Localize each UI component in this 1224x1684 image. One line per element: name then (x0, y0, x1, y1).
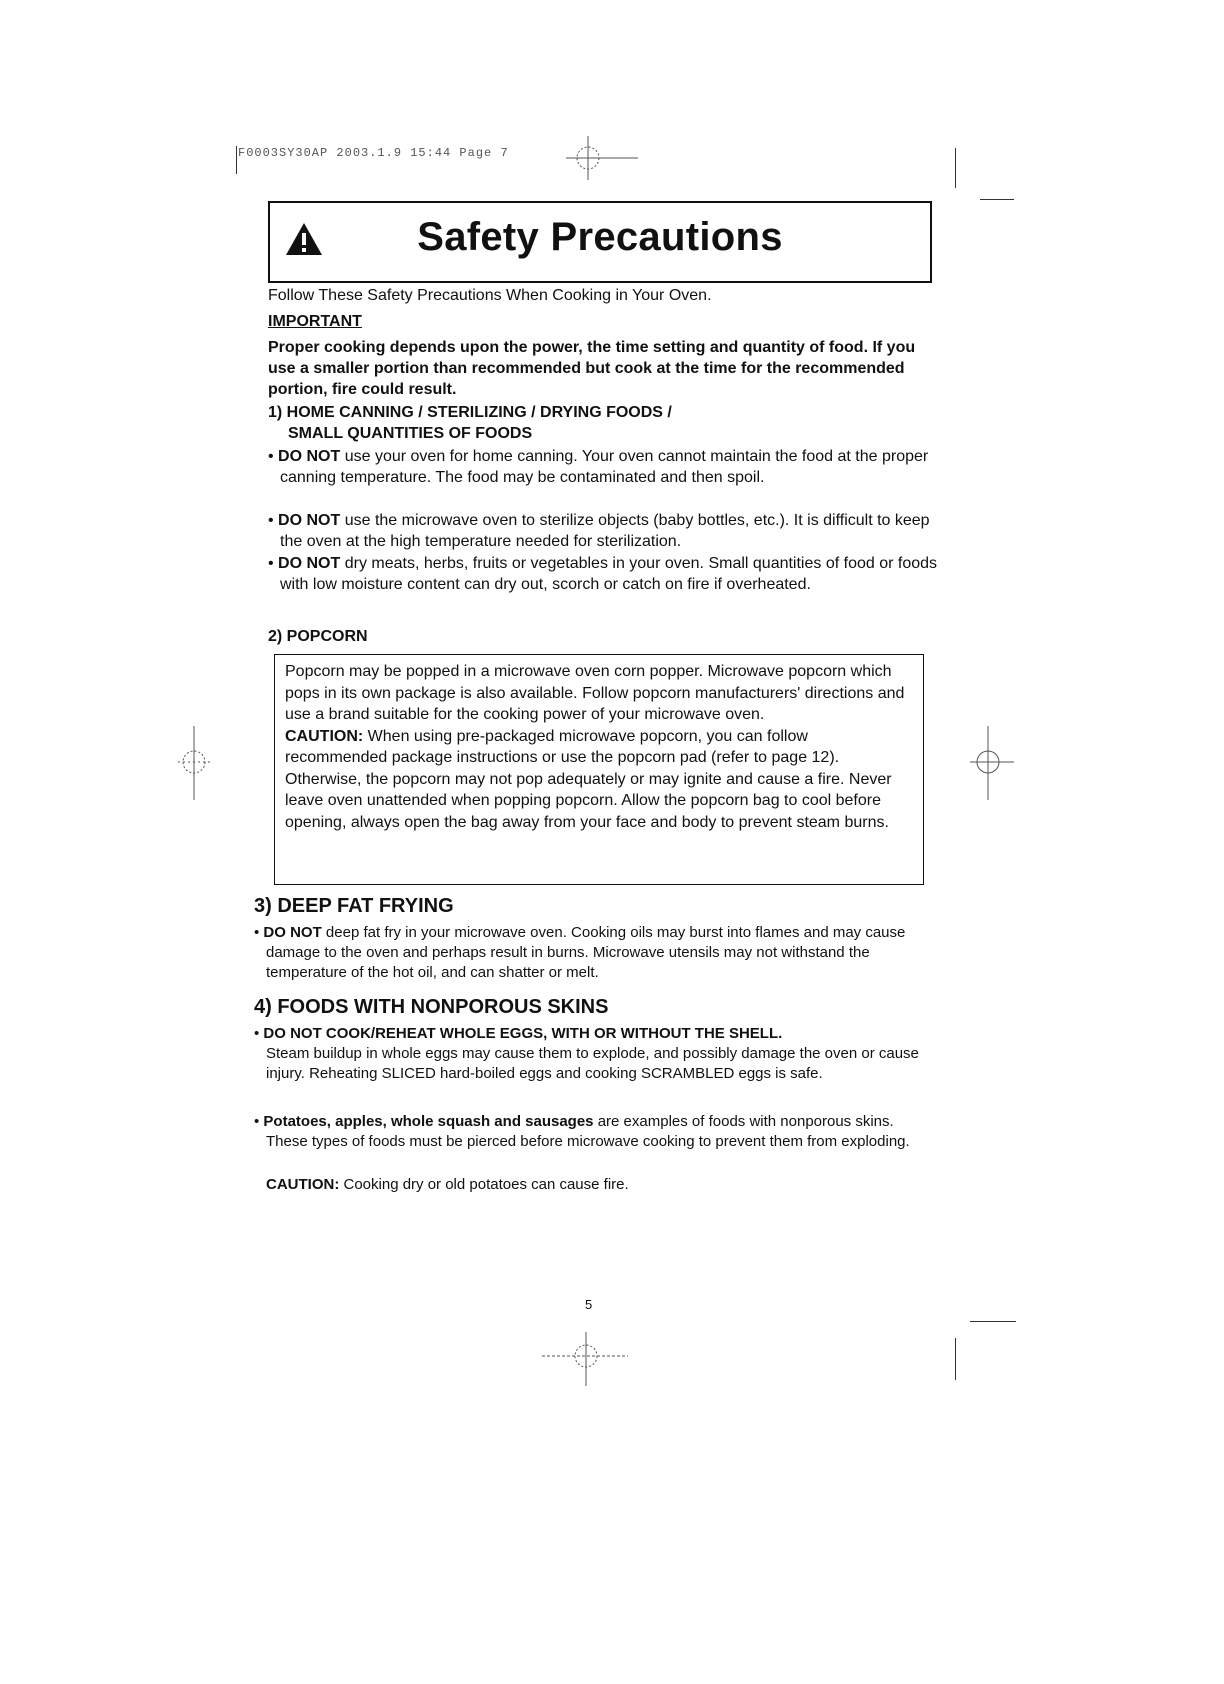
crop-mark-top-right (955, 148, 956, 188)
crop-mark-top-right-h (980, 199, 1014, 200)
bullet-lead: Potatoes, apples, whole squash and sausages (263, 1113, 594, 1130)
crop-mark-bottom-right-h (970, 1321, 1016, 1322)
page-number: 5 (585, 1297, 593, 1312)
bullet-text: use the microwave oven to sterilize objects (baby bottles, etc.). It is difficult to keep the oven at the high temperature needed for sterilization. (280, 512, 930, 550)
crop-mark-bottom-right-v (955, 1338, 956, 1380)
caution-text: Cooking dry or old potatoes can cause fire. (339, 1176, 629, 1193)
important-label: IMPORTANT (268, 313, 362, 330)
bullet-text: dry meats, herbs, fruits or vegetables in your oven. Small quantities of food or foods with low moisture content can dry out, scorch or catch on fire if overheated. (280, 555, 938, 593)
caution-text: When using pre-packaged microwave popcorn, you can follow recommended package instructions or use the popcorn pad (refer to page 12). Otherwise, the popcorn may not pop adequately or may ignite and cause a fire. Never leave oven unattended when popping popcorn. Allow the popcorn bag to cool before opening, always open the bag away from your face and body to prevent steam burns. (285, 727, 892, 831)
popcorn-paragraph: Popcorn may be popped in a microwave oven corn popper. Microwave popcorn which pops in its own package is also available. Follow popcorn manufacturers' directions and use a brand suitable for the cooking power of your microwave oven. (285, 663, 905, 723)
section-1-heading-line1: 1) HOME CANNING / STERILIZING / DRYING FOODS / (268, 404, 672, 421)
bullet-text: Steam buildup in whole eggs may cause them to explode, and possibly damage the oven or cause injury. Reheating SLICED hard-boiled eggs and cooking SCRAMBLED eggs is safe. (266, 1045, 919, 1082)
section-1-bullet-3: • DO NOT dry meats, herbs, fruits or vegetables in your oven. Small quantities of food or foods with low moisture content can dry out, scorch or catch on fire if overheated. (268, 555, 938, 593)
registration-mark-top (560, 134, 640, 184)
bullet-lead: DO NOT (278, 555, 341, 572)
section-3-bullet-1: • DO NOT deep fat fry in your microwave oven. Cooking oils may burst into flames and may cause damage to the oven and perhaps result in burns. Microwave utensils may not withstand the temperature of the hot oil, and can shatter or melt. (254, 924, 906, 981)
page-title: Safety Precautions (417, 215, 783, 259)
bullet-text: are examples of foods with nonporous skins. These types of foods must be pierced before microwave cooking to prevent them from exploding. (266, 1113, 910, 1150)
important-text: Proper cooking depends upon the power, the time setting and quantity of food. If you use a smaller portion than recommended but cook at the time for the recommended portion, fire could result. (268, 339, 916, 398)
bullet-lead: DO NOT (278, 448, 341, 465)
section-4-bullet-1: • DO NOT COOK/REHEAT WHOLE EGGS, WITH OR WITHOUT THE SHELL. Steam buildup in whole eggs may cause them to explode, and possibly damage the oven or cause injury. Reheating SLICED hard-boiled eggs and cooking SCRAMBLED eggs is safe. (254, 1025, 919, 1082)
registration-mark-left (176, 722, 216, 802)
intro-text: Follow These Safety Precautions When Cooking in Your Oven. (268, 287, 712, 304)
section-1-bullet-1: • DO NOT use your oven for home canning. Your oven cannot maintain the food at the proper canning temperature. The food may be contaminated and then spoil. (268, 448, 929, 486)
registration-mark-right (968, 722, 1018, 802)
popcorn-box (274, 654, 924, 885)
bullet-lead: DO NOT (278, 512, 341, 529)
print-header: F0003SY30AP 2003.1.9 15:44 Page 7 (238, 146, 509, 160)
section-1-bullet-2: • DO NOT use the microwave oven to sterilize objects (baby bottles, etc.). It is difficult to keep the oven at the high temperature needed for sterilization. (268, 512, 930, 550)
popcorn-caution (285, 726, 913, 834)
section-2-heading: 2) POPCORN (268, 628, 368, 645)
bullet-lead: DO NOT (263, 924, 322, 941)
crop-mark-left (236, 146, 237, 174)
title-box (268, 201, 932, 283)
bullet-text: use your oven for home canning. Your oven cannot maintain the food at the proper canning temperature. The food may be contaminated and then spoil. (280, 448, 929, 486)
caution-label: CAUTION: (285, 727, 364, 745)
section-4-heading: 4) FOODS WITH NONPOROUS SKINS (254, 996, 609, 1018)
registration-mark-bottom (540, 1330, 630, 1390)
section-3-heading: 3) DEEP FAT FRYING (254, 895, 454, 917)
caution-label: CAUTION: (266, 1176, 340, 1193)
bullet-text: deep fat fry in your microwave oven. Cooking oils may burst into flames and may cause damage to the oven and perhaps result in burns. Microwave utensils may not withstand the temperature of the hot oil, and can shatter or melt. (266, 924, 906, 981)
section-1-heading-line2: SMALL QUANTITIES OF FOODS (288, 425, 533, 442)
section-4-bullet-2: • Potatoes, apples, whole squash and sausages are examples of foods with nonporous skins. These types of foods must be pierced before microwave cooking to prevent them from exploding. (254, 1113, 910, 1150)
section-1-heading (268, 402, 928, 444)
bullet-lead: DO NOT COOK/REHEAT WHOLE EGGS, WITH OR WITHOUT THE SHELL. (263, 1025, 783, 1042)
section-4-caution (266, 1175, 926, 1195)
